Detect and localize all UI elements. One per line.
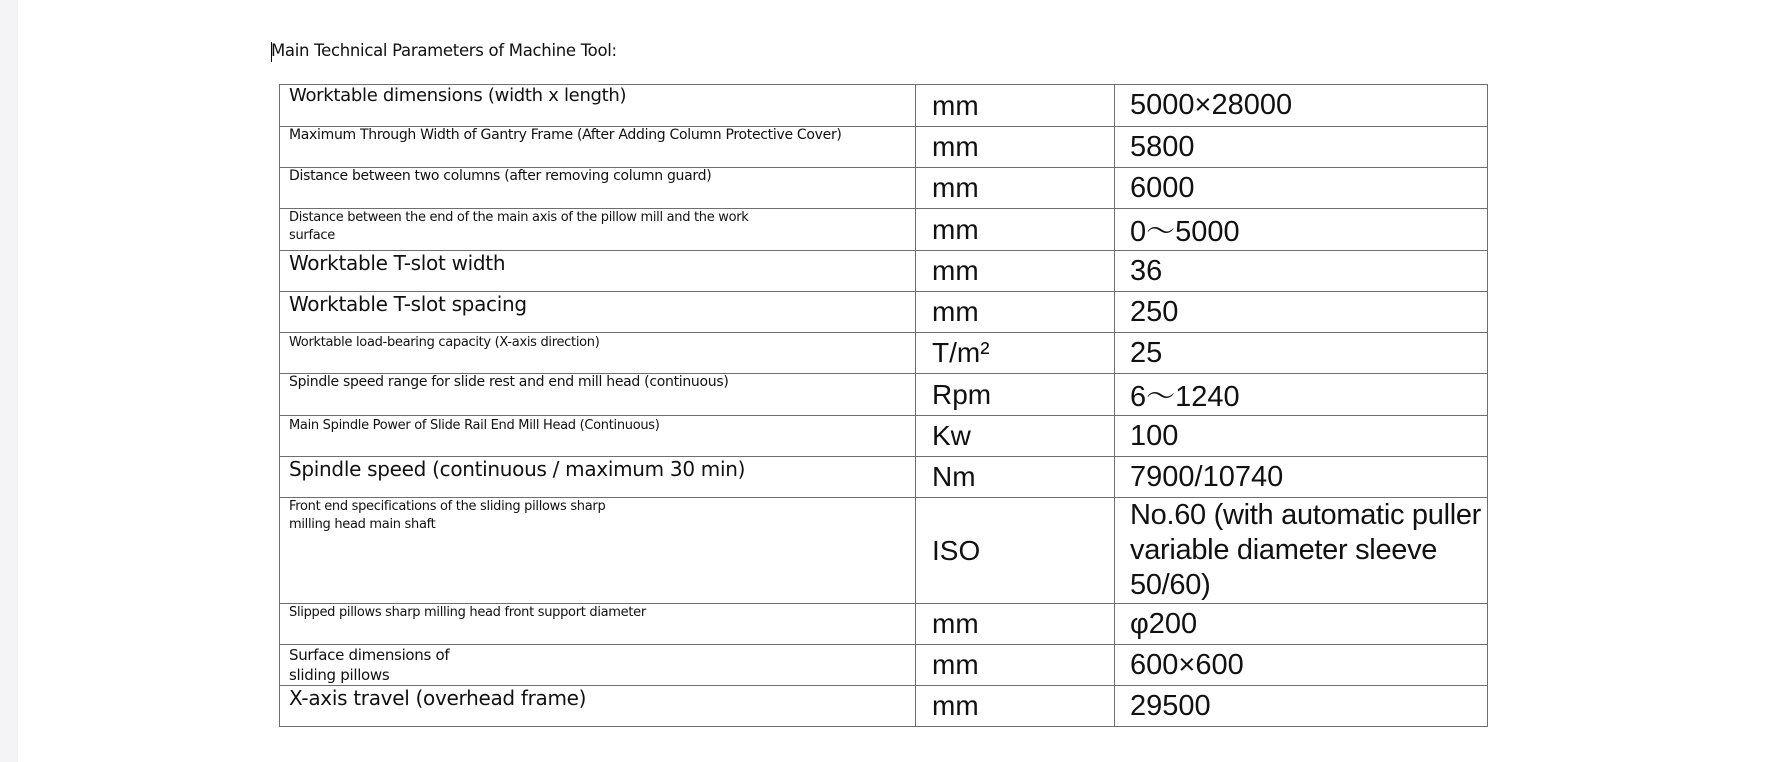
value-cell: 5000×28000 (1115, 85, 1488, 127)
value-cell: 600×600 (1115, 645, 1488, 686)
table-row (280, 686, 1488, 727)
table-row (280, 498, 1488, 604)
param-cell: Worktable load-bearing capacity (X-axis direction) (280, 333, 916, 374)
value-cell: 6～1240 (1115, 374, 1488, 416)
table-row (280, 604, 1488, 645)
param-cell: Maximum Through Width of Gantry Frame (After Adding Column Protective Cover) (280, 127, 916, 168)
param-cell: Spindle speed range for slide rest and end mill head (continuous) (280, 374, 916, 416)
value-cell: 250 (1115, 292, 1488, 333)
value-cell: 25 (1115, 333, 1488, 374)
table-row (280, 292, 1488, 333)
unit-cell: mm (916, 251, 1115, 292)
table-row (280, 251, 1488, 292)
unit-cell: Nm (916, 457, 1115, 498)
unit-cell: mm (916, 686, 1115, 727)
unit-cell: mm (916, 645, 1115, 686)
value-cell: 29500 (1115, 686, 1488, 727)
param-cell: Distance between the end of the main axis of the pillow mill and the work surface (280, 209, 916, 251)
value-cell: 6000 (1115, 168, 1488, 209)
table-row (280, 416, 1488, 457)
unit-cell: ISO (916, 498, 1115, 604)
table-row (280, 333, 1488, 374)
unit-cell: mm (916, 127, 1115, 168)
table-row (280, 374, 1488, 416)
value-cell: 5800 (1115, 127, 1488, 168)
document-title: Main Technical Parameters of Machine Tool: (271, 41, 617, 60)
unit-cell: Rpm (916, 374, 1115, 416)
value-cell: No.60 (with automatic puller variable diameter sleeve 50/60) (1115, 498, 1488, 604)
param-cell: Surface dimensions of sliding pillows (280, 645, 916, 686)
unit-cell: mm (916, 85, 1115, 127)
table-row (280, 457, 1488, 498)
table-row (280, 209, 1488, 251)
value-cell: φ200 (1115, 604, 1488, 645)
param-cell: Worktable T-slot width (280, 251, 916, 292)
param-cell: Distance between two columns (after removing column guard) (280, 168, 916, 209)
table-row (280, 127, 1488, 168)
value-cell: 36 (1115, 251, 1488, 292)
unit-cell: T/m² (916, 333, 1115, 374)
param-cell: Slipped pillows sharp milling head front support diameter (280, 604, 916, 645)
table-row (280, 168, 1488, 209)
value-cell: 100 (1115, 416, 1488, 457)
unit-cell: mm (916, 292, 1115, 333)
unit-cell: mm (916, 168, 1115, 209)
value-cell: 7900/10740 (1115, 457, 1488, 498)
param-cell: X-axis travel (overhead frame) (280, 686, 916, 727)
table-row (280, 645, 1488, 686)
unit-cell: mm (916, 209, 1115, 251)
param-cell: Spindle speed (continuous / maximum 30 min) (280, 457, 916, 498)
param-cell: Worktable T-slot spacing (280, 292, 916, 333)
param-cell: Worktable dimensions (width x length) (280, 85, 916, 127)
unit-cell: mm (916, 604, 1115, 645)
unit-cell: Kw (916, 416, 1115, 457)
param-cell: Main Spindle Power of Slide Rail End Mill Head (Continuous) (280, 416, 916, 457)
table-row (280, 85, 1488, 127)
value-cell: 0～5000 (1115, 209, 1488, 251)
param-cell: Front end specifications of the sliding pillows sharp milling head main shaft (280, 498, 916, 604)
parameters-table (279, 84, 1488, 727)
